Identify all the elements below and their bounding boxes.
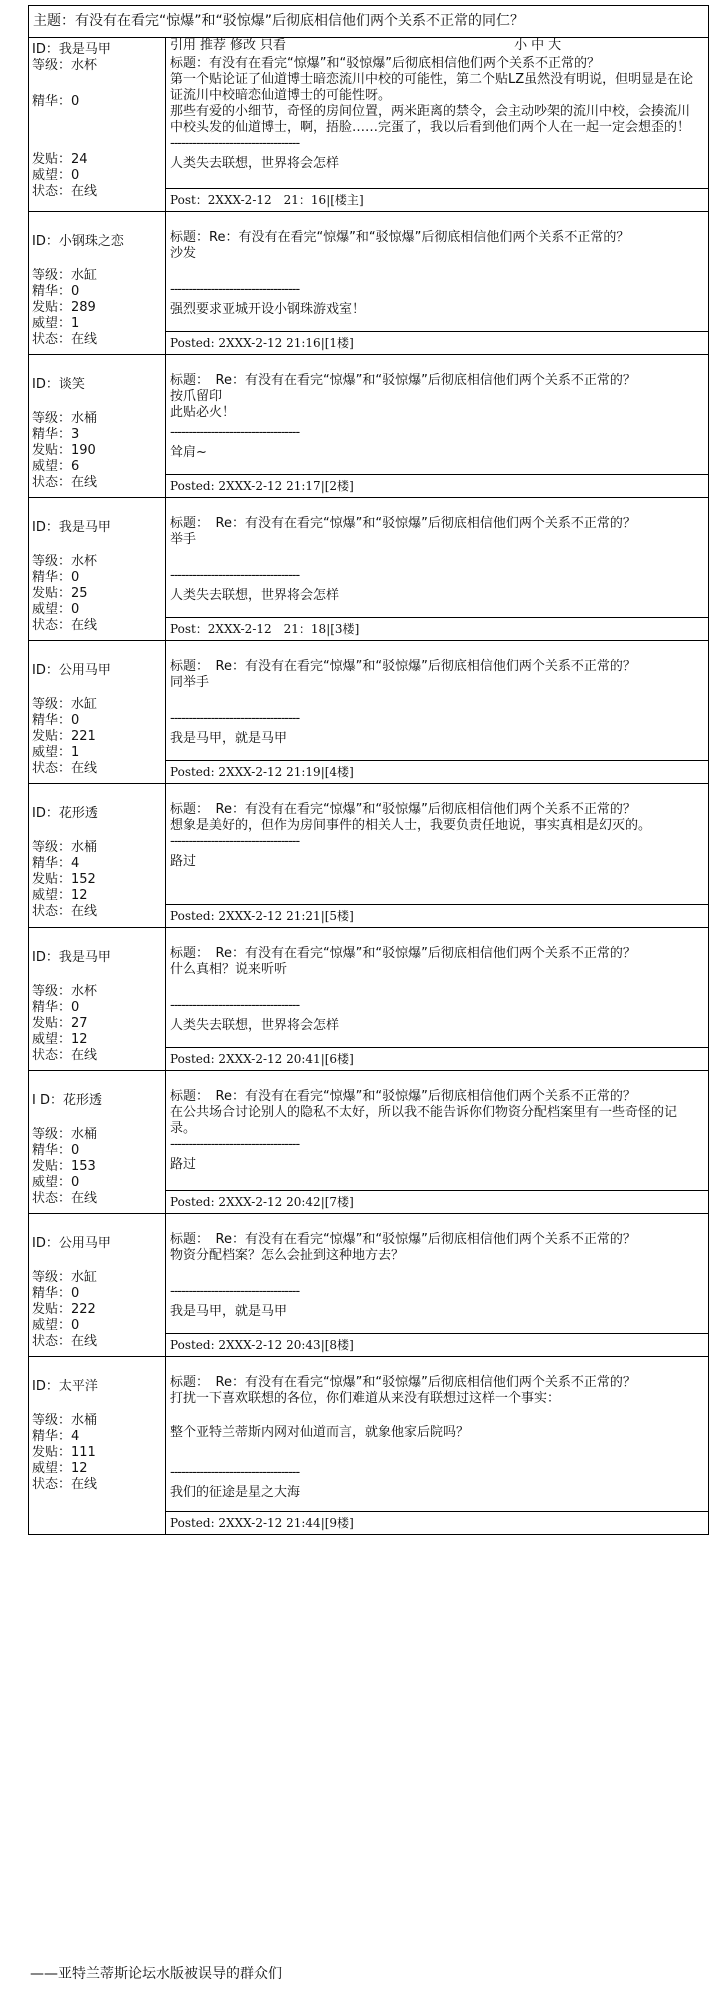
- user-essence: 精华：0: [32, 713, 80, 728]
- post-title: 标题： Re：有没有在看完“惊爆”和“驳惊爆”后彻底相信他们两个关系不正常的？: [170, 373, 636, 388]
- post-body: [170, 1089, 702, 1190]
- thread-table: [28, 5, 709, 1535]
- post-title: 标题： Re：有没有在看完“惊爆”和“驳惊爆”后彻底相信他们两个关系不正常的？: [170, 946, 636, 961]
- user-post-count: 发贴：152: [32, 872, 96, 887]
- post-content: [166, 38, 708, 211]
- post-text: 那些有爱的小细节，奇怪的房间位置，两米距离的禁令，会主动吵架的流川中校，会揍流川中校头发的仙道博士，啊，捂脸……完蛋了，我以后看到他们两个人在一起一定会想歪的！: [170, 104, 691, 135]
- floor-link[interactable]: 2楼: [329, 479, 350, 493]
- user-post-count: 发贴：25: [32, 586, 88, 601]
- user-prestige: 威望：12: [32, 1032, 88, 1047]
- post-content: [166, 928, 708, 1070]
- user-panel: [29, 1071, 166, 1213]
- post-meta: Posted: 2XXX-2-12 21:19|[4楼]: [166, 760, 708, 780]
- signature-separator: -----------------------------------: [170, 711, 300, 726]
- user-prestige: 威望：12: [32, 1461, 88, 1476]
- user-level: 等级：水桶: [32, 1127, 98, 1142]
- user-status: 状态：在线: [32, 618, 98, 633]
- user-id[interactable]: ID：小钢珠之恋: [32, 234, 124, 249]
- post-title: 标题： Re：有没有在看完“惊爆”和“驳惊爆”后彻底相信他们两个关系不正常的？: [170, 516, 636, 531]
- post: [29, 641, 708, 784]
- post-text: 在公共场合讨论别人的隐私不太好，所以我不能告诉你们物资分配档案里有一些奇怪的记录。: [170, 1105, 678, 1136]
- post-time: Posted: 2XXX-2-12 20:41: [170, 1052, 321, 1066]
- user-prestige: 威望：12: [32, 888, 88, 903]
- user-status: 状态：在线: [32, 184, 98, 199]
- user-id[interactable]: ID：我是马甲: [32, 520, 111, 535]
- user-id[interactable]: I D：花形透: [32, 1093, 102, 1108]
- post-title: 标题： Re：有没有在看完“惊爆”和“驳惊爆”后彻底相信他们两个关系不正常的？: [170, 659, 636, 674]
- post-body: [170, 1232, 702, 1333]
- font-medium-button[interactable]: 中: [531, 38, 545, 53]
- post-time: Post：2XXX-2-12 21：18: [170, 622, 327, 636]
- post-text: 按爪留印: [170, 389, 223, 404]
- floor-link[interactable]: 楼主: [334, 193, 359, 207]
- user-status: 状态：在线: [32, 904, 98, 919]
- post-body: [170, 373, 702, 474]
- user-essence: 精华：4: [32, 1429, 80, 1444]
- user-status: 状态：在线: [32, 761, 98, 776]
- signature-separator: -----------------------------------: [170, 1465, 300, 1480]
- signature-separator: -----------------------------------: [170, 1137, 300, 1152]
- post-meta: Posted: 2XXX-2-12 21:21|[5楼]: [166, 904, 708, 924]
- user-status: 状态：在线: [32, 332, 98, 347]
- signature: 我们的征途是星之大海: [170, 1485, 301, 1500]
- post-time: Posted: 2XXX-2-12 20:42: [170, 1195, 321, 1209]
- user-prestige: 威望：0: [32, 1318, 80, 1333]
- post-content: [166, 355, 708, 497]
- user-post-count: 发贴：27: [32, 1016, 88, 1031]
- post-text: 打扰一下喜欢联想的各位，你们难道从来没有联想过这样一个事实：: [170, 1391, 561, 1406]
- post-title: 标题：有没有在看完“惊爆”和“驳惊爆”后彻底相信他们两个关系不正常的？: [170, 56, 600, 71]
- post-content: [166, 641, 708, 783]
- post-meta: Post：2XXX-2-12 21：18|[3楼]: [166, 617, 708, 637]
- user-panel: [29, 928, 166, 1070]
- user-post-count: 发贴：153: [32, 1159, 96, 1174]
- post-time: Posted: 2XXX-2-12 20:43: [170, 1338, 321, 1352]
- signature-separator: -----------------------------------: [170, 282, 300, 297]
- post-body: [170, 56, 702, 188]
- post-text: 整个亚特兰蒂斯内网对仙道而言，就象他家后院吗？: [170, 1425, 470, 1440]
- user-post-count: 发贴：221: [32, 729, 96, 744]
- user-id[interactable]: ID：我是马甲: [32, 42, 111, 57]
- quote-button[interactable]: 引用: [170, 38, 197, 53]
- post-text: 沙发: [170, 246, 197, 261]
- post-body: [170, 230, 702, 331]
- user-essence: 精华：0: [32, 284, 80, 299]
- signature-separator: -----------------------------------: [170, 834, 300, 849]
- user-essence: 精华：0: [32, 1000, 80, 1015]
- post-time: Posted: 2XXX-2-12 21:44: [170, 1516, 321, 1530]
- post: [29, 784, 708, 928]
- floor-link[interactable]: 3楼: [334, 622, 355, 636]
- user-level: 等级：水缸: [32, 697, 98, 712]
- signature-separator: -----------------------------------: [170, 1284, 300, 1299]
- user-level: 等级：水缸: [32, 1270, 98, 1285]
- signature: 人类失去联想，世界将会怎样: [170, 1018, 340, 1033]
- post-time: Posted: 2XXX-2-12 21:19: [170, 765, 321, 779]
- user-panel: [29, 641, 166, 783]
- signature-separator: -----------------------------------: [170, 425, 300, 440]
- post-meta: Posted: 2XXX-2-12 20:41|[6楼]: [166, 1047, 708, 1067]
- post-text: 物资分配档案？怎么会扯到这种地方去？: [170, 1248, 405, 1263]
- post-body: [170, 516, 702, 617]
- font-small-button[interactable]: 小: [514, 38, 528, 53]
- post-content: [166, 1071, 708, 1213]
- user-panel: [29, 355, 166, 497]
- post-title: 标题： Re：有没有在看完“惊爆”和“驳惊爆”后彻底相信他们两个关系不正常的？: [170, 1375, 636, 1390]
- post-meta: Posted: 2XXX-2-12 21:17|[2楼]: [166, 474, 708, 494]
- user-prestige: 威望：1: [32, 316, 80, 331]
- user-level: 等级：水桶: [32, 411, 98, 426]
- footer-credit: ——亚特兰蒂斯论坛水版被误导的群众们: [30, 1966, 282, 1982]
- post: [29, 1357, 708, 1534]
- post-meta: Posted: 2XXX-2-12 20:42|[7楼]: [166, 1190, 708, 1210]
- post-text: 此贴必火！: [170, 405, 236, 420]
- post-body: [170, 946, 702, 1047]
- post-content: [166, 498, 708, 640]
- user-status: 状态：在线: [32, 1191, 98, 1206]
- post: [29, 1214, 708, 1357]
- user-id[interactable]: ID：太平洋: [32, 1379, 98, 1394]
- user-essence: 精华：0: [32, 94, 80, 109]
- post-content: [166, 784, 708, 927]
- signature-separator: -----------------------------------: [170, 136, 300, 151]
- floor-link[interactable]: 8楼: [329, 1338, 350, 1352]
- user-essence: 精华：4: [32, 856, 80, 871]
- post-text: 举手: [170, 532, 197, 547]
- post-time: Post：2XXX-2-12 21：16: [170, 193, 327, 207]
- user-status: 状态：在线: [32, 475, 98, 490]
- post-title: 标题： Re：有没有在看完“惊爆”和“驳惊爆”后彻底相信他们两个关系不正常的？: [170, 1089, 636, 1104]
- user-prestige: 威望：6: [32, 459, 80, 474]
- font-large-button[interactable]: 大: [548, 38, 562, 53]
- user-status: 状态：在线: [32, 1334, 98, 1349]
- user-prestige: 威望：0: [32, 168, 80, 183]
- user-status: 状态：在线: [32, 1477, 98, 1492]
- post-text: 第一个贴论证了仙道博士暗恋流川中校的可能性，第二个贴LZ虽然没有明说，但明显是在论证流川中校暗恋仙道博士的可能性呀。: [170, 72, 694, 103]
- post-meta: Posted: 2XXX-2-12 21:44|[9楼]: [166, 1511, 708, 1531]
- post-body: [170, 659, 702, 760]
- floor-link[interactable]: 5楼: [329, 909, 350, 923]
- post: [29, 355, 708, 498]
- user-panel: [29, 1357, 166, 1534]
- user-post-count: 发贴：222: [32, 1302, 96, 1317]
- post-content: [166, 1357, 708, 1534]
- post: [29, 38, 708, 212]
- signature: 人类失去联想，世界将会怎样: [170, 588, 340, 603]
- post-meta: Posted: 2XXX-2-12 20:43|[8楼]: [166, 1333, 708, 1353]
- signature-separator: -----------------------------------: [170, 568, 300, 583]
- post-time: Posted: 2XXX-2-12 21:21: [170, 909, 321, 923]
- signature: 路过: [170, 1157, 197, 1172]
- post-toolbar: [170, 38, 702, 54]
- floor-link[interactable]: 1楼: [329, 336, 350, 350]
- post: [29, 212, 708, 355]
- post-meta: Post：2XXX-2-12 21：16|[楼主]: [166, 188, 708, 208]
- user-panel: [29, 38, 166, 211]
- post-text: 想象是美好的，但作为房间事件的相关人士，我要负责任地说，事实真相是幻灭的。: [170, 818, 652, 833]
- thread-subject: 主题：有没有在看完“惊爆”和“驳惊爆”后彻底相信他们两个关系不正常的同仁？: [29, 6, 708, 38]
- user-essence: 精华：0: [32, 570, 80, 585]
- user-level: 等级：水杯: [32, 554, 98, 569]
- post-text: 同举手: [170, 675, 210, 690]
- user-id[interactable]: ID：公用马甲: [32, 663, 111, 678]
- user-panel: [29, 498, 166, 640]
- user-post-count: 发贴：190: [32, 443, 96, 458]
- user-id[interactable]: ID：我是马甲: [32, 950, 111, 965]
- user-status: 状态：在线: [32, 1048, 98, 1063]
- signature: 我是马甲，就是马甲: [170, 731, 288, 746]
- floor-link[interactable]: 7楼: [329, 1195, 350, 1209]
- post-title: 标题：Re：有没有在看完“惊爆”和“驳惊爆”后彻底相信他们两个关系不正常的？: [170, 230, 630, 245]
- floor-link[interactable]: 4楼: [329, 765, 350, 779]
- signature: 我是马甲，就是马甲: [170, 1304, 288, 1319]
- post-body: [170, 802, 702, 904]
- post-content: [166, 212, 708, 354]
- signature: 耸肩~: [170, 445, 207, 460]
- post: [29, 498, 708, 641]
- post-time: Posted: 2XXX-2-12 21:17: [170, 479, 321, 493]
- recommend-button[interactable]: 推荐: [200, 38, 227, 53]
- post-text: 什么真相？说来听听: [170, 962, 288, 977]
- user-panel: [29, 784, 166, 927]
- signature: 路过: [170, 854, 197, 869]
- post: [29, 1071, 708, 1214]
- user-id[interactable]: ID：公用马甲: [32, 1236, 111, 1251]
- user-essence: 精华：3: [32, 427, 80, 442]
- post-content: [166, 1214, 708, 1356]
- user-post-count: 发贴：24: [32, 152, 88, 167]
- user-id[interactable]: ID：花形透: [32, 806, 98, 821]
- user-essence: 精华：0: [32, 1286, 80, 1301]
- user-panel: [29, 1214, 166, 1356]
- floor-link[interactable]: 9楼: [329, 1516, 350, 1530]
- user-level: 等级：水桶: [32, 840, 98, 855]
- signature: 人类失去联想，世界将会怎样: [170, 156, 340, 171]
- edit-button[interactable]: 修改: [230, 38, 257, 53]
- user-level: 等级：水杯: [32, 58, 98, 73]
- user-prestige: 威望：0: [32, 602, 80, 617]
- user-essence: 精华：0: [32, 1143, 80, 1158]
- user-post-count: 发贴：289: [32, 300, 96, 315]
- user-level: 等级：水缸: [32, 268, 98, 283]
- post-title: 标题： Re：有没有在看完“惊爆”和“驳惊爆”后彻底相信他们两个关系不正常的？: [170, 802, 636, 817]
- post-title: 标题： Re：有没有在看完“惊爆”和“驳惊爆”后彻底相信他们两个关系不正常的？: [170, 1232, 636, 1247]
- user-level: 等级：水桶: [32, 1413, 98, 1428]
- post-meta: Posted: 2XXX-2-12 21:16|[1楼]: [166, 331, 708, 351]
- post-body: [170, 1375, 702, 1511]
- post-time: Posted: 2XXX-2-12 21:16: [170, 336, 321, 350]
- only-view-button[interactable]: 只看: [260, 38, 287, 53]
- user-level: 等级：水杯: [32, 984, 98, 999]
- user-prestige: 威望：0: [32, 1175, 80, 1190]
- user-post-count: 发贴：111: [32, 1445, 96, 1460]
- user-id[interactable]: ID：谈笑: [32, 377, 85, 392]
- user-panel: [29, 212, 166, 354]
- floor-link[interactable]: 6楼: [329, 1052, 350, 1066]
- user-prestige: 威望：1: [32, 745, 80, 760]
- post: [29, 928, 708, 1071]
- signature-separator: -----------------------------------: [170, 998, 300, 1013]
- signature: 强烈要求亚城开设小钢珠游戏室！: [170, 302, 366, 317]
